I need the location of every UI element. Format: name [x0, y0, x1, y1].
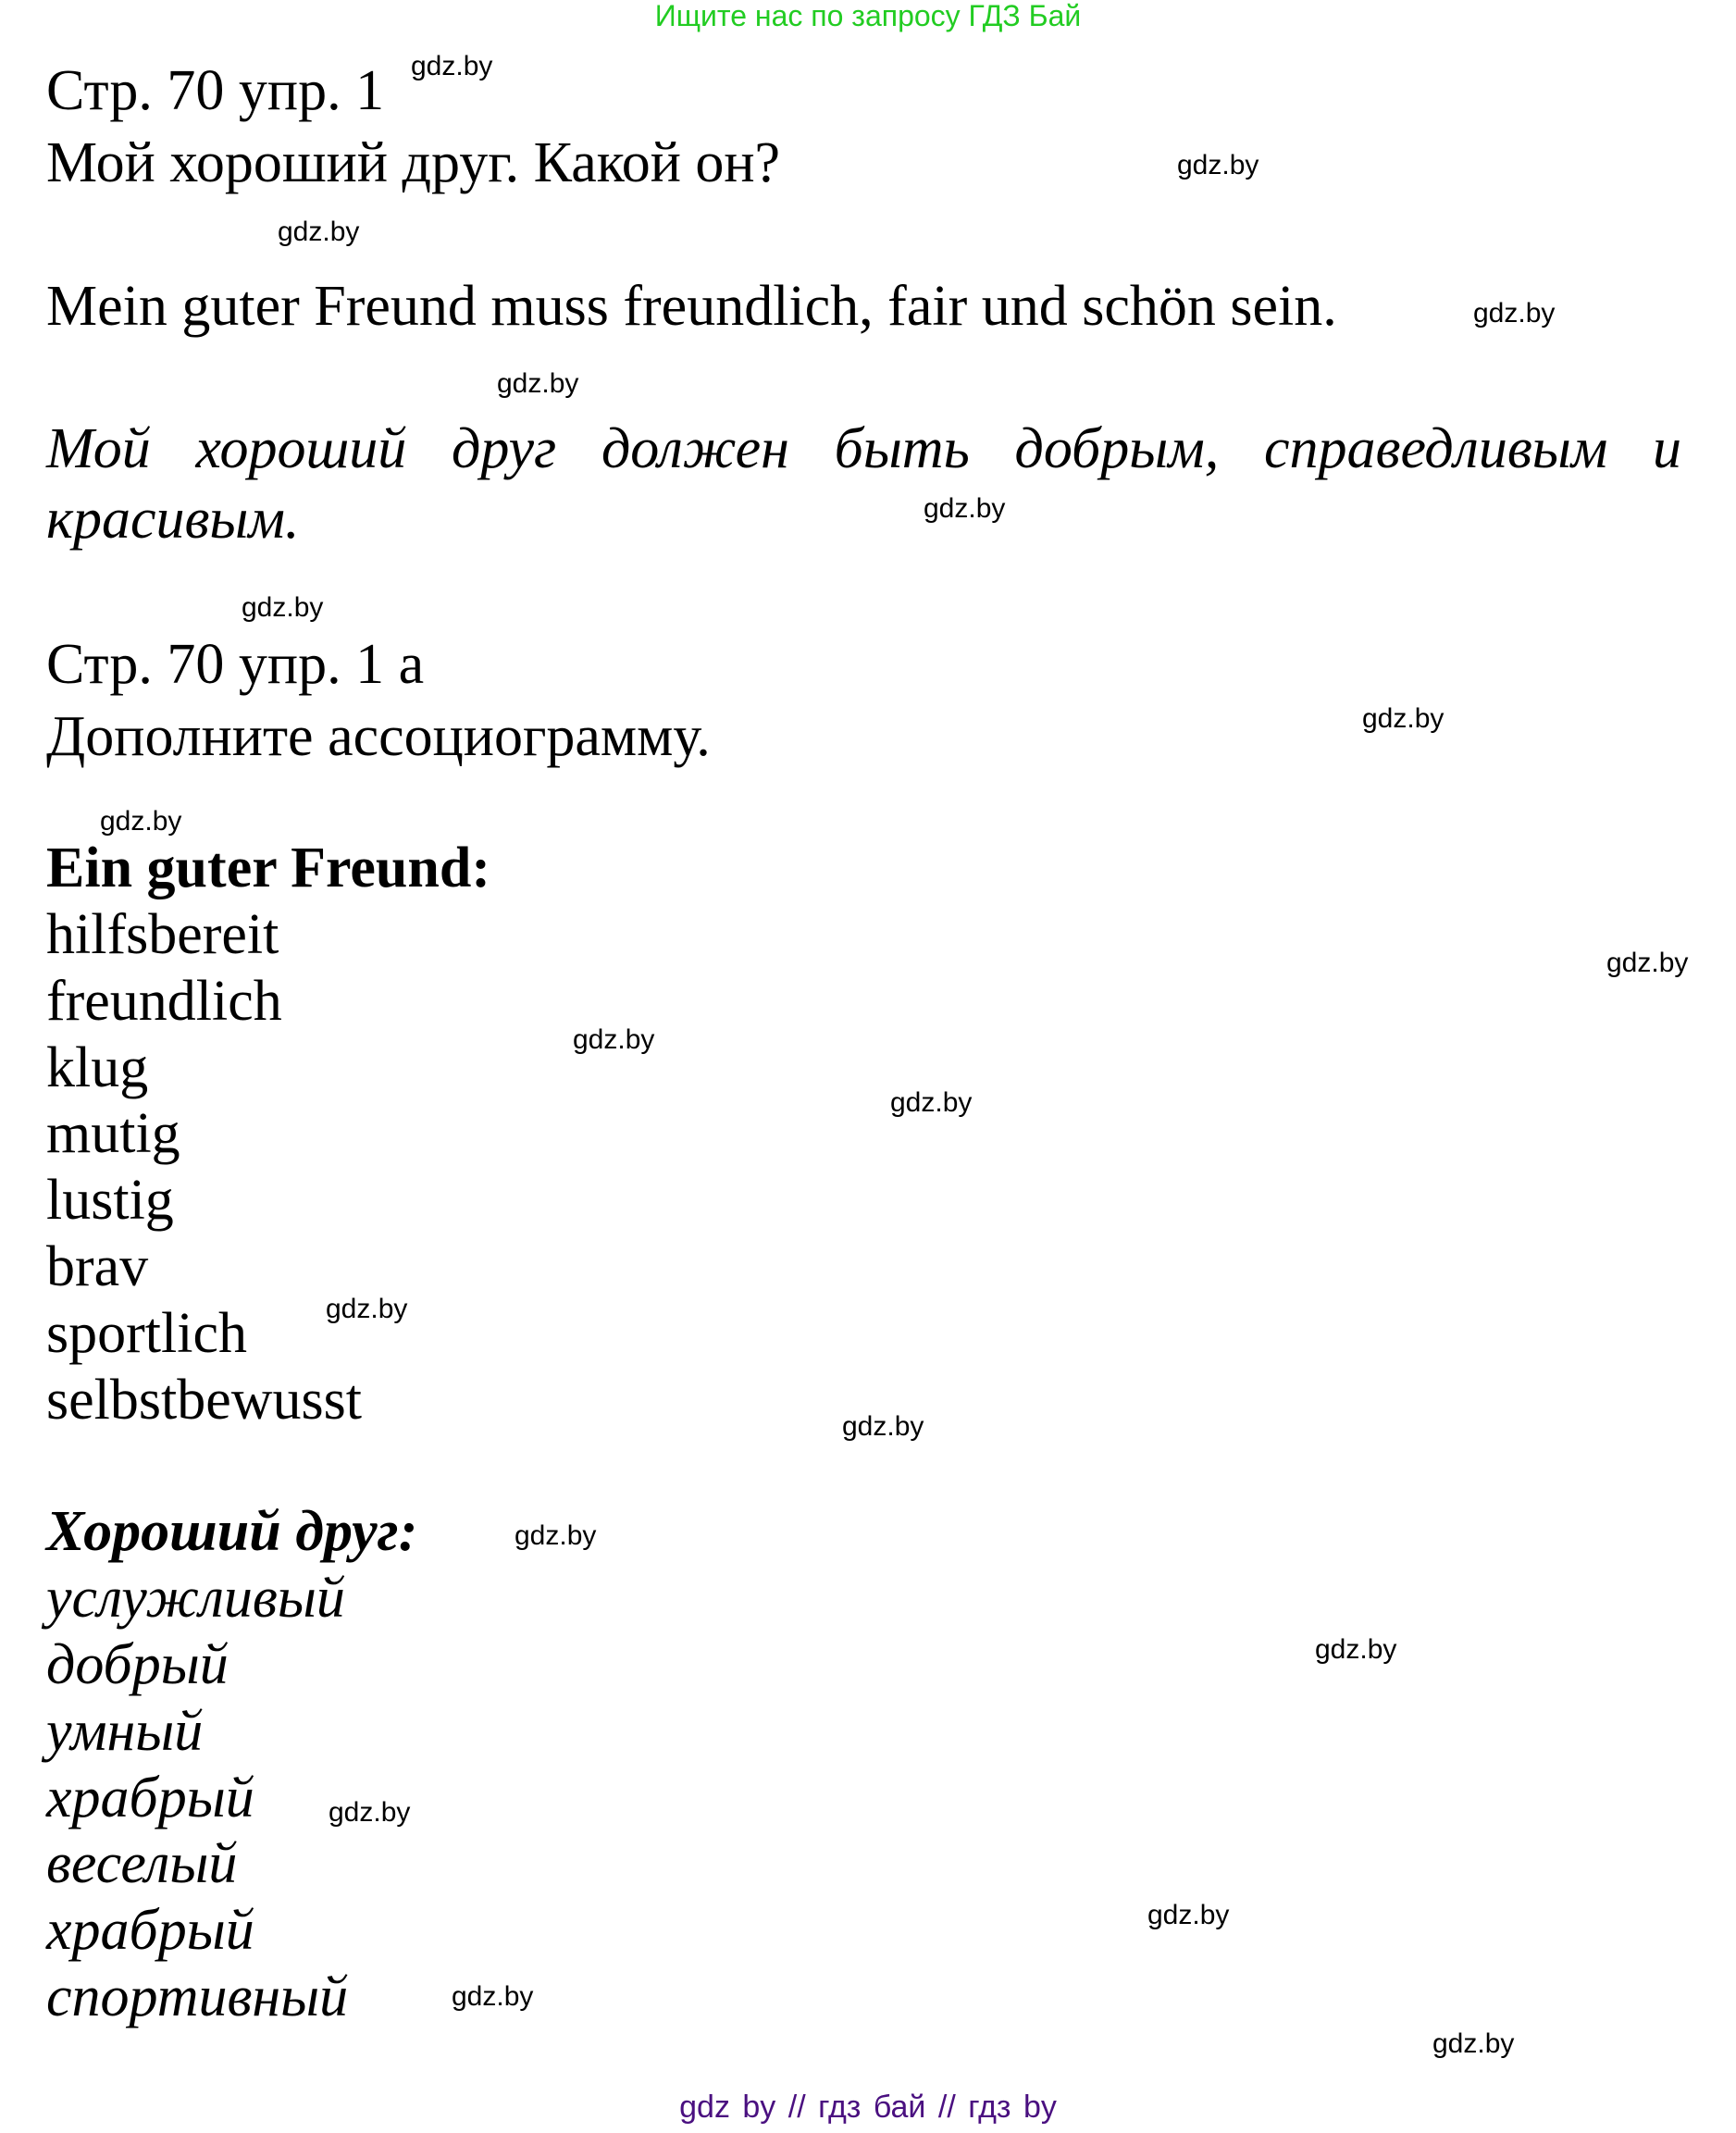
de-word: selbstbewusst: [46, 1369, 362, 1432]
watermark: gdz.by: [1147, 1900, 1230, 1930]
watermark: gdz.by: [452, 1981, 534, 2012]
watermark: gdz.by: [1473, 298, 1556, 329]
de-word: hilfsbereit: [46, 903, 279, 966]
ru-word: спортивный: [46, 1966, 349, 2028]
watermark: gdz.by: [890, 1087, 973, 1118]
de-word: mutig: [46, 1102, 180, 1165]
exercise-1-answer-de: Mein guter Freund muss freundlich, fair und schön sein.: [46, 275, 1337, 338]
watermark: gdz.by: [1315, 1634, 1397, 1665]
ru-word: веселый: [46, 1832, 238, 1895]
de-word: lustig: [46, 1169, 174, 1232]
watermark: gdz.by: [329, 1797, 411, 1828]
de-word: freundlich: [46, 970, 282, 1033]
watermark: gdz.by: [278, 217, 360, 247]
de-list-title: Ein guter Freund:: [46, 837, 490, 899]
ru-word: добрый: [46, 1633, 229, 1696]
de-word: klug: [46, 1036, 149, 1099]
ru-word: храбрый: [46, 1767, 254, 1829]
watermark: gdz.by: [411, 51, 493, 81]
exercise-1a-task: Дополните ассоциограмму.: [46, 705, 711, 768]
watermark: gdz.by: [1177, 150, 1259, 180]
exercise-1-question: Мой хороший друг. Какой он?: [46, 131, 781, 194]
watermark: gdz.by: [1606, 948, 1689, 978]
watermark: gdz.by: [1362, 703, 1445, 734]
ru-list-title: Хороший друг:: [46, 1500, 418, 1563]
watermark: gdz.by: [515, 1520, 597, 1551]
exercise-1-heading: Стр. 70 упр. 1: [46, 59, 385, 122]
watermark: gdz.by: [842, 1411, 924, 1442]
watermark: gdz.by: [924, 493, 1006, 524]
ru-word: храбрый: [46, 1899, 254, 1962]
search-banner[interactable]: Ищите нас по запросу ГДЗ Бай: [654, 0, 1082, 32]
exercise-1-answer-ru-line1: Мой хороший друг должен быть добрым, справедливым и: [46, 417, 1681, 480]
exercise-1-answer-ru-line2: красивым.: [46, 488, 300, 551]
watermark: gdz.by: [100, 806, 182, 837]
watermark: gdz.by: [497, 368, 579, 399]
watermark: gdz.by: [1432, 2028, 1515, 2059]
watermark: gdz.by: [242, 592, 324, 623]
de-word: sportlich: [46, 1302, 247, 1365]
de-word: brav: [46, 1235, 149, 1298]
watermark: gdz.by: [573, 1024, 655, 1055]
watermark: gdz.by: [326, 1294, 408, 1324]
ru-word: умный: [46, 1700, 204, 1763]
exercise-1a-heading: Стр. 70 упр. 1 а: [46, 633, 425, 696]
ru-word: услужливый: [46, 1567, 345, 1630]
footer-links[interactable]: gdz by // гдз бай // гдз by: [679, 2090, 1057, 2125]
